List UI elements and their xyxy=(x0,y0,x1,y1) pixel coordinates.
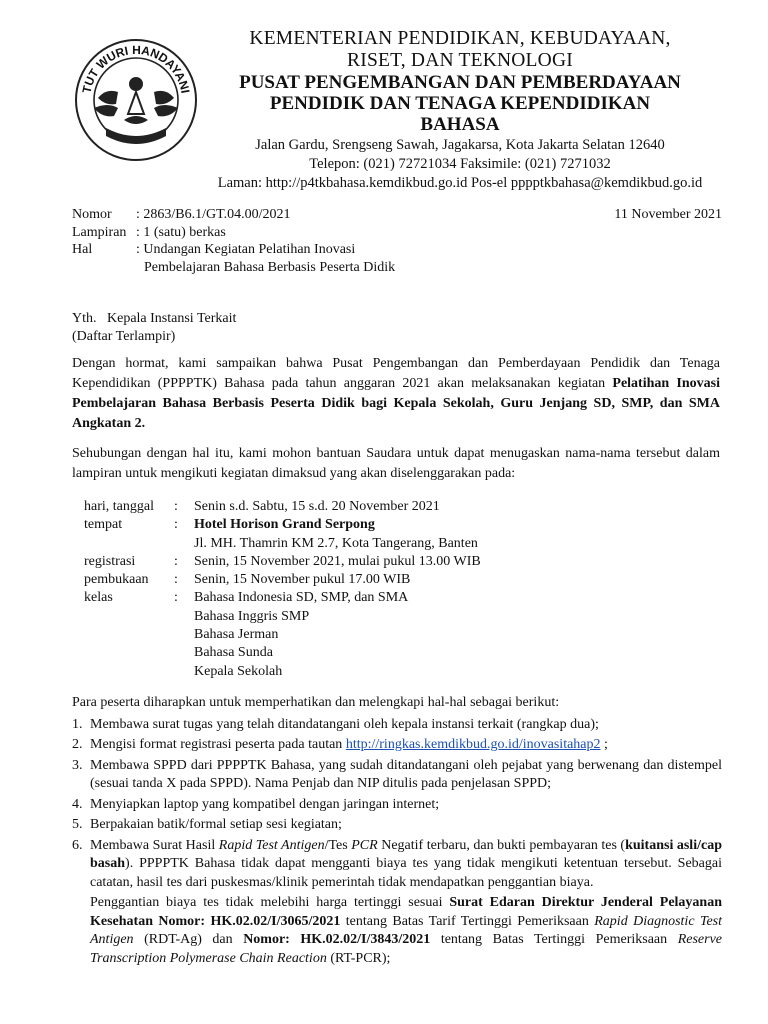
registrasi-value: Senin, 15 November 2021, mulai pukul 13.00 WIB xyxy=(194,553,481,569)
kelas-label: kelas xyxy=(84,590,113,606)
lampiran-label: Lampiran xyxy=(72,224,127,240)
website-email: Laman: http://p4tkbahasa.kemdikbud.go.id Pos-el pppptkbahasa@kemdikbud.go.id xyxy=(217,175,703,191)
tut-wuri-handayani-logo xyxy=(66,32,206,162)
request-paragraph: Sehubungan dengan hal itu, kami mohon bantuan Saudara untuk dapat menugaskan nama-nama tersebut dalam lampiran untuk mengikuti kegiatan dimaksud yang akan diselenggarakan pada: xyxy=(72,446,720,481)
pembukaan-value: Senin, 15 November pukul 17.00 WIB xyxy=(194,572,411,588)
event-schedule: hari, tanggal : Senin s.d. Sabtu, 15 s.d. 20 November 2021 tempat : Hotel Horison Grand Serpong Jl. MH. Thamrin KM 2.7, Kota Tangerang, Banten registrasi : Senin, 15 November 2021, mulai pukul 13.00 WIB pembukaan : Senin, 15 November pukul 17.00 WIB kelas : Bahasa Indonesia SD, SMP, dan SMA Bahasa Inggris SMP Bahasa Jerman Bahasa Sunda Kepala Sekolah xyxy=(84,498,614,681)
list-item: 1. Membawa surat tugas yang telah ditandatangani oleh kepala instansi terkait (rangkap dua); xyxy=(72,716,599,732)
opening-text: Dengan hormat, kami sampaikan bahwa Pusat Pengembangan dan Pemberdayaan Pendidik dan Tenaga Kependidikan (PPPPTK) Bahasa pada tahun anggaran 2021 akan melaksanakan kegiatan xyxy=(72,356,720,391)
recipient-line2: (Daftar Terlampir) xyxy=(72,328,176,344)
list-item: 6. Membawa Surat Hasil Rapid Test Antigen/Tes PCR Negatif terbaru, dan bukti pembayaran tes (kuitansi asli/cap basah). PPPPTK Bahasa tidak dapat mengganti biaya tes yang tidak mengikuti ketentuan tersebut. Sebagai catatan, hasil tes dari puskesmas/klinik pemerintah tidak mendapatkan penggantian biaya. xyxy=(72,837,722,890)
kelas-item: Bahasa Indonesia SD, SMP, dan SMA xyxy=(194,590,409,606)
hal-value: : Undangan Kegiatan Pelatihan Inovasi xyxy=(136,242,356,257)
hal-label: Hal xyxy=(72,242,93,257)
letter-meta xyxy=(72,206,722,276)
requirements-list xyxy=(72,694,722,968)
institution-name-line3: BAHASA xyxy=(420,114,500,135)
list-item: 2. Mengisi format registrasi peserta pada tautan http://ringkas.kemdikbud.go.id/inovasitahap2 ; xyxy=(72,737,608,752)
pembukaan-label: pembukaan xyxy=(84,572,149,588)
kelas-item: Bahasa Jerman xyxy=(194,627,279,643)
tempat-label: tempat xyxy=(84,517,123,533)
list-item: 5. Berpakaian batik/formal setiap sesi kegiatan; xyxy=(72,817,342,832)
nomor-value: : 2863/B6.1/GT.04.00/2021 xyxy=(136,207,291,222)
recipient xyxy=(72,310,236,345)
kelas-item: Kepala Sekolah xyxy=(194,663,283,679)
reimbursement-note: Penggantian biaya tes tidak melebihi harga tertinggi sesuai Surat Edaran Direktur Jenderal Pelayanan Kesehatan Nomor: HK.02.02/I/3065/2021 tentang Batas Tarif Tertinggi Pemeriksaan Rapid Diagnostic Test Antigen (RDT-Ag) dan Nomor: HK.02.02/I/3843/2021 tentang Batas Tertinggi Pemeriksaan Reserve Transcription Polymerase Chain Reaction (RT-PCR); xyxy=(90,895,722,966)
institution-name-line2: PENDIDIK DAN TENAGA KEPENDIDIKAN xyxy=(269,93,651,114)
ministry-name-line1: KEMENTERIAN PENDIDIKAN, KEBUDAYAAN, xyxy=(249,28,671,49)
letterhead xyxy=(190,28,730,192)
lampiran-value: : 1 (satu) berkas xyxy=(136,224,226,240)
venue-address: Jl. MH. Thamrin KM 2.7, Kota Tangerang, Banten xyxy=(194,535,478,551)
list-item: 3. Membawa SPPD dari PPPPTK Bahasa, yang sudah ditandatangani oleh pejabat yang berwenang dan distempel (sesuai tanda X pada SPPD). Nama Penjab dan NIP ditulis pada penjelasan SPPD; xyxy=(72,757,722,791)
ministry-name-line2: RISET, DAN TEKNOLOGI xyxy=(347,50,573,71)
hari-value: Senin s.d. Sabtu, 15 s.d. 20 November 2021 xyxy=(194,499,440,514)
nomor-label: Nomor xyxy=(72,207,112,222)
logo-motto: TUT WURI HANDAYANI xyxy=(79,42,193,95)
venue-name: Hotel Horison Grand Serpong xyxy=(194,517,375,533)
training-title: Pelatihan Inovasi Pembelajaran Bahasa Berbasis Peserta Didik bagi Kepala Sekolah, Guru Jenjang SD, SMP, dan SMA Angkatan 2. xyxy=(72,376,720,431)
list-item: 4. Menyiapkan laptop yang kompatibel dengan jaringan internet; xyxy=(72,796,440,812)
letter-date: 11 November 2021 xyxy=(614,207,722,222)
list-intro: Para peserta diharapkan untuk memperhatikan dan melengkapi hal-hal sebagai berikut: xyxy=(72,695,560,710)
kelas-item: Bahasa Inggris SMP xyxy=(194,608,310,624)
recipient-line1: Yth. Kepala Instansi Terkait xyxy=(72,311,237,326)
opening-paragraph xyxy=(72,354,720,434)
hal-value-cont: Pembelajaran Bahasa Berbasis Peserta Didik xyxy=(144,259,396,275)
hari-label: hari, tanggal xyxy=(84,499,154,514)
registration-link[interactable]: http://ringkas.kemdikbud.go.id/inovasitahap2 xyxy=(345,737,601,752)
phone-fax: Telepon: (021) 72721034 Faksimile: (021) 7271032 xyxy=(309,156,611,172)
kelas-item: Bahasa Sunda xyxy=(194,645,273,661)
registrasi-label: registrasi xyxy=(84,553,136,569)
address: Jalan Gardu, Srengseng Sawah, Jagakarsa, Kota Jakarta Selatan 12640 xyxy=(255,137,665,153)
institution-name-line1: PUSAT PENGEMBANGAN DAN PEMBERDAYAAN xyxy=(239,72,681,93)
